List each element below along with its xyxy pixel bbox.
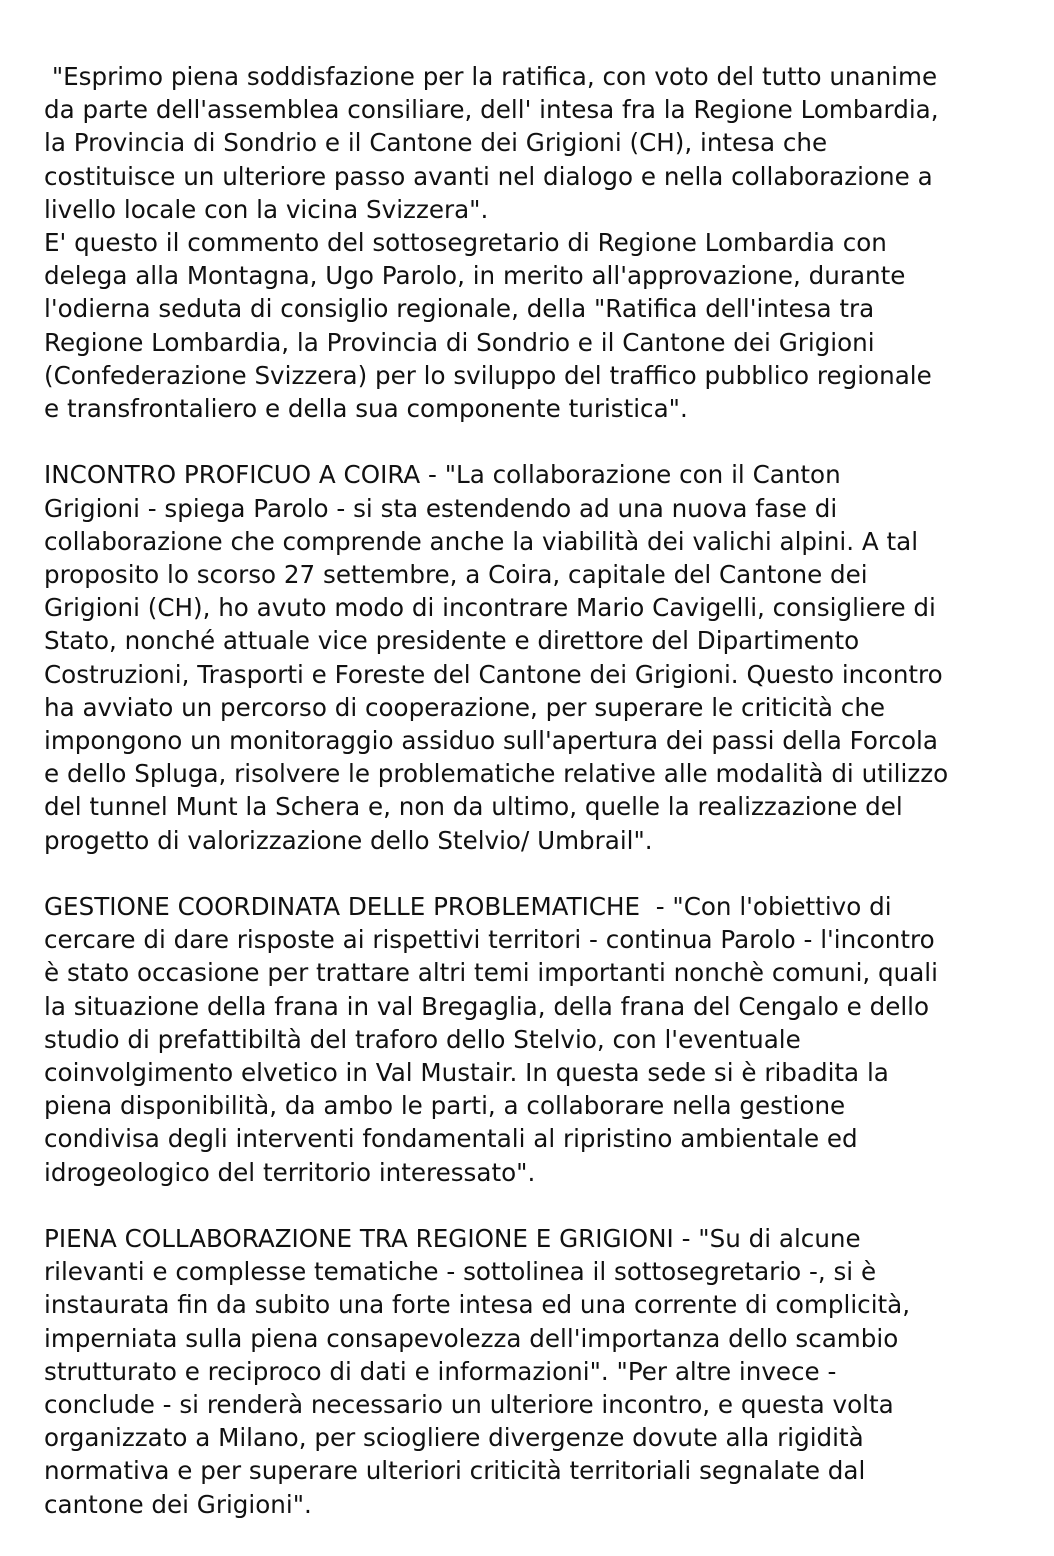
text-line: la situazione della frana in val Bregaglia, della frana del Cengalo e dello xyxy=(44,991,930,1021)
text-line: (Confederazione Svizzera) per lo sviluppo del traffico pubblico regionale xyxy=(44,360,932,390)
text-line: e transfrontaliero e della sua componente turistica". xyxy=(44,394,688,424)
text-line: GESTIONE COORDINATA DELLE PROBLEMATICHE - "Con l'obiettivo di xyxy=(44,892,892,922)
text-line: Grigioni (CH), ho avuto modo di incontrare Mario Cavigelli, consigliere di xyxy=(44,593,936,623)
text-line: cantone dei Grigioni". xyxy=(44,1489,312,1519)
text-line: imperniata sulla piena consapevolezza dell'importanza dello scambio xyxy=(44,1323,899,1353)
text-line: del tunnel Munt la Schera e, non da ultimo, quelle la realizzazione del xyxy=(44,792,903,822)
text-line: delega alla Montagna, Ugo Parolo, in merito all'approvazione, durante xyxy=(44,261,906,291)
text-line: INCONTRO PROFICUO A COIRA - "La collaborazione con il Canton xyxy=(44,460,841,490)
text-line: proposito lo scorso 27 settembre, a Coira, capitale del Cantone dei xyxy=(44,560,868,590)
text-line: E' questo il commento del sottosegretario di Regione Lombardia con xyxy=(44,228,887,258)
text-line: la Provincia di Sondrio e il Cantone dei Grigioni (CH), intesa che xyxy=(44,128,828,158)
text-line: normativa e per superare ulteriori criticità territoriali segnalate dal xyxy=(44,1456,866,1486)
paragraph-gestione-coordinata xyxy=(44,890,1044,1189)
text-line: costituisce un ulteriore passo avanti nel dialogo e nella collaborazione a xyxy=(44,161,933,191)
text-line: cercare di dare risposte ai rispettivi territori - continua Parolo - l'incontro xyxy=(44,925,935,955)
text-line: instaurata fin da subito una forte intesa ed una corrente di complicità, xyxy=(44,1290,911,1320)
paragraph-piena-collaborazione xyxy=(44,1222,1044,1521)
text-line: Grigioni - spiega Parolo - si sta estendendo ad una nuova fase di xyxy=(44,493,838,523)
text-line: Regione Lombardia, la Provincia di Sondrio e il Cantone dei Grigioni xyxy=(44,327,875,357)
text-line: conclude - si renderà necessario un ulteriore incontro, e questa volta xyxy=(44,1390,894,1420)
text-line: ha avviato un percorso di cooperazione, per superare le criticità che xyxy=(44,692,886,722)
text-line: l'odierna seduta di consiglio regionale, della "Ratifica dell'intesa tra xyxy=(44,294,875,324)
text-line: PIENA COLLABORAZIONE TRA REGIONE E GRIGIONI - "Su di alcune xyxy=(44,1224,861,1254)
article-body xyxy=(44,60,1044,1521)
text-line: studio di prefattibiltà del traforo dello Stelvio, con l'eventuale xyxy=(44,1024,801,1054)
text-line: collaborazione che comprende anche la viabilità dei valichi alpini. A tal xyxy=(44,526,919,556)
text-line: da parte dell'assemblea consiliare, dell' intesa fra la Regione Lombardia, xyxy=(44,95,939,125)
text-line: impongono un monitoraggio assiduo sull'apertura dei passi della Forcola xyxy=(44,726,938,756)
paragraph-incontro-coira xyxy=(44,458,1044,856)
text-line: progetto di valorizzazione dello Stelvio/ Umbrail". xyxy=(44,825,653,855)
text-line: organizzato a Milano, per sciogliere divergenze dovute alla rigidità xyxy=(44,1423,864,1453)
text-line: condivisa degli interventi fondamentali al ripristino ambientale ed xyxy=(44,1124,858,1154)
text-line: strutturato e reciproco di dati e informazioni". "Per altre invece - xyxy=(44,1356,837,1386)
text-line: Stato, nonché attuale vice presidente e direttore del Dipartimento xyxy=(44,626,860,656)
text-line: piena disponibilità, da ambo le parti, a collaborare nella gestione xyxy=(44,1091,846,1121)
text-line: "Esprimo piena soddisfazione per la ratifica, con voto del tutto unanime xyxy=(44,62,938,91)
text-line: e dello Spluga, risolvere le problematiche relative alle modalità di utilizzo xyxy=(44,759,949,789)
text-line: Costruzioni, Trasporti e Foreste del Cantone dei Grigioni. Questo incontro xyxy=(44,659,943,689)
text-line: rilevanti e complesse tematiche - sottolinea il sottosegretario -, si è xyxy=(44,1257,877,1287)
text-line: coinvolgimento elvetico in Val Mustair. In questa sede si è ribadita la xyxy=(44,1058,889,1088)
text-line: livello locale con la vicina Svizzera". xyxy=(44,194,489,224)
text-line: idrogeologico del territorio interessato". xyxy=(44,1157,536,1187)
paragraph-intro xyxy=(44,60,1044,425)
text-line: è stato occasione per trattare altri temi importanti nonchè comuni, quali xyxy=(44,958,938,988)
